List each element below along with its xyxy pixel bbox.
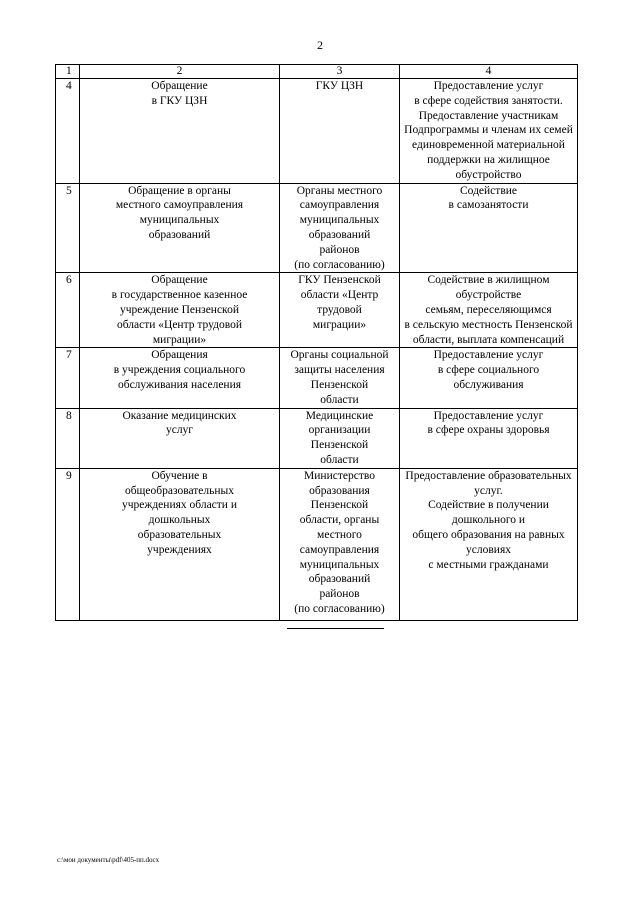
header-col-1: 1 (56, 65, 80, 79)
table-row (56, 273, 578, 348)
header-col-4: 4 (400, 65, 578, 79)
executor-cell: Органы социальной защиты населения Пензенской области (290, 349, 389, 406)
row-number: 9 (56, 468, 80, 620)
file-path: c:\мои документы\pdf\405-пп.docx (57, 856, 160, 864)
request-cell: Обращения в учреждения социального обслуживания населения (113, 349, 246, 391)
request-cell: Обращение в органы местного самоуправления муниципальных образований (115, 184, 244, 241)
table-row (56, 183, 578, 273)
executor-cell: Органы местного самоуправления муниципальных образований районов (по согласованию) (294, 184, 385, 271)
row-number: 4 (56, 79, 80, 184)
table-row (56, 348, 578, 408)
service-cell: Предоставление услуг в сфере содействия занятости. Предоставление участникам Подпрограммы и членам их семей единовременной материальной поддержки на жилищное обустройство (404, 80, 573, 181)
header-col-2: 2 (80, 65, 280, 79)
request-cell: Обращение в ГКУ ЦЗН (151, 80, 208, 107)
row-number: 7 (56, 348, 80, 408)
service-cell: Содействие в жилищном обустройстве семьям, переселяющимся в сельскую местность Пензенской области, выплата компенсаций (404, 274, 573, 346)
table-row (56, 408, 578, 468)
header-col-3: 3 (280, 65, 400, 79)
table-header-row (56, 65, 578, 79)
row-number: 8 (56, 408, 80, 468)
service-cell: Содействие в самозанятости (448, 184, 529, 212)
page-number: 2 (317, 38, 323, 52)
request-cell: Оказание медицинских услуг (122, 409, 237, 437)
row-number: 5 (56, 183, 80, 273)
table-row (56, 468, 578, 620)
executor-cell: ГКУ Пензенской области «Центр трудовой миграции» (298, 274, 381, 331)
request-cell: Обращение в государственное казенное учреждение Пензенской области «Центр трудовой миграции» (111, 274, 248, 346)
services-table (55, 64, 578, 621)
row-number: 6 (56, 273, 80, 348)
request-cell: Обучение в общеобразовательных учреждениях области и дошкольных образовательных учреждениях (122, 469, 237, 556)
service-cell: Предоставление услуг в сфере охраны здоровья (427, 409, 550, 437)
executor-cell: Медицинские организации Пензенской области (305, 409, 374, 466)
service-cell: Предоставление образовательных услуг. Содействие в получении дошкольного и общего образования на равных условиях с местными гражданами (405, 469, 572, 571)
end-divider (287, 628, 384, 629)
executor-cell: Министерство образования Пензенской области, органы местного самоуправления муниципальных образований районов (по согласованию) (294, 469, 385, 615)
service-cell: Предоставление услуг в сфере социального обслуживания (433, 349, 544, 391)
table-row (56, 79, 578, 184)
executor-cell: ГКУ ЦЗН (315, 80, 364, 92)
